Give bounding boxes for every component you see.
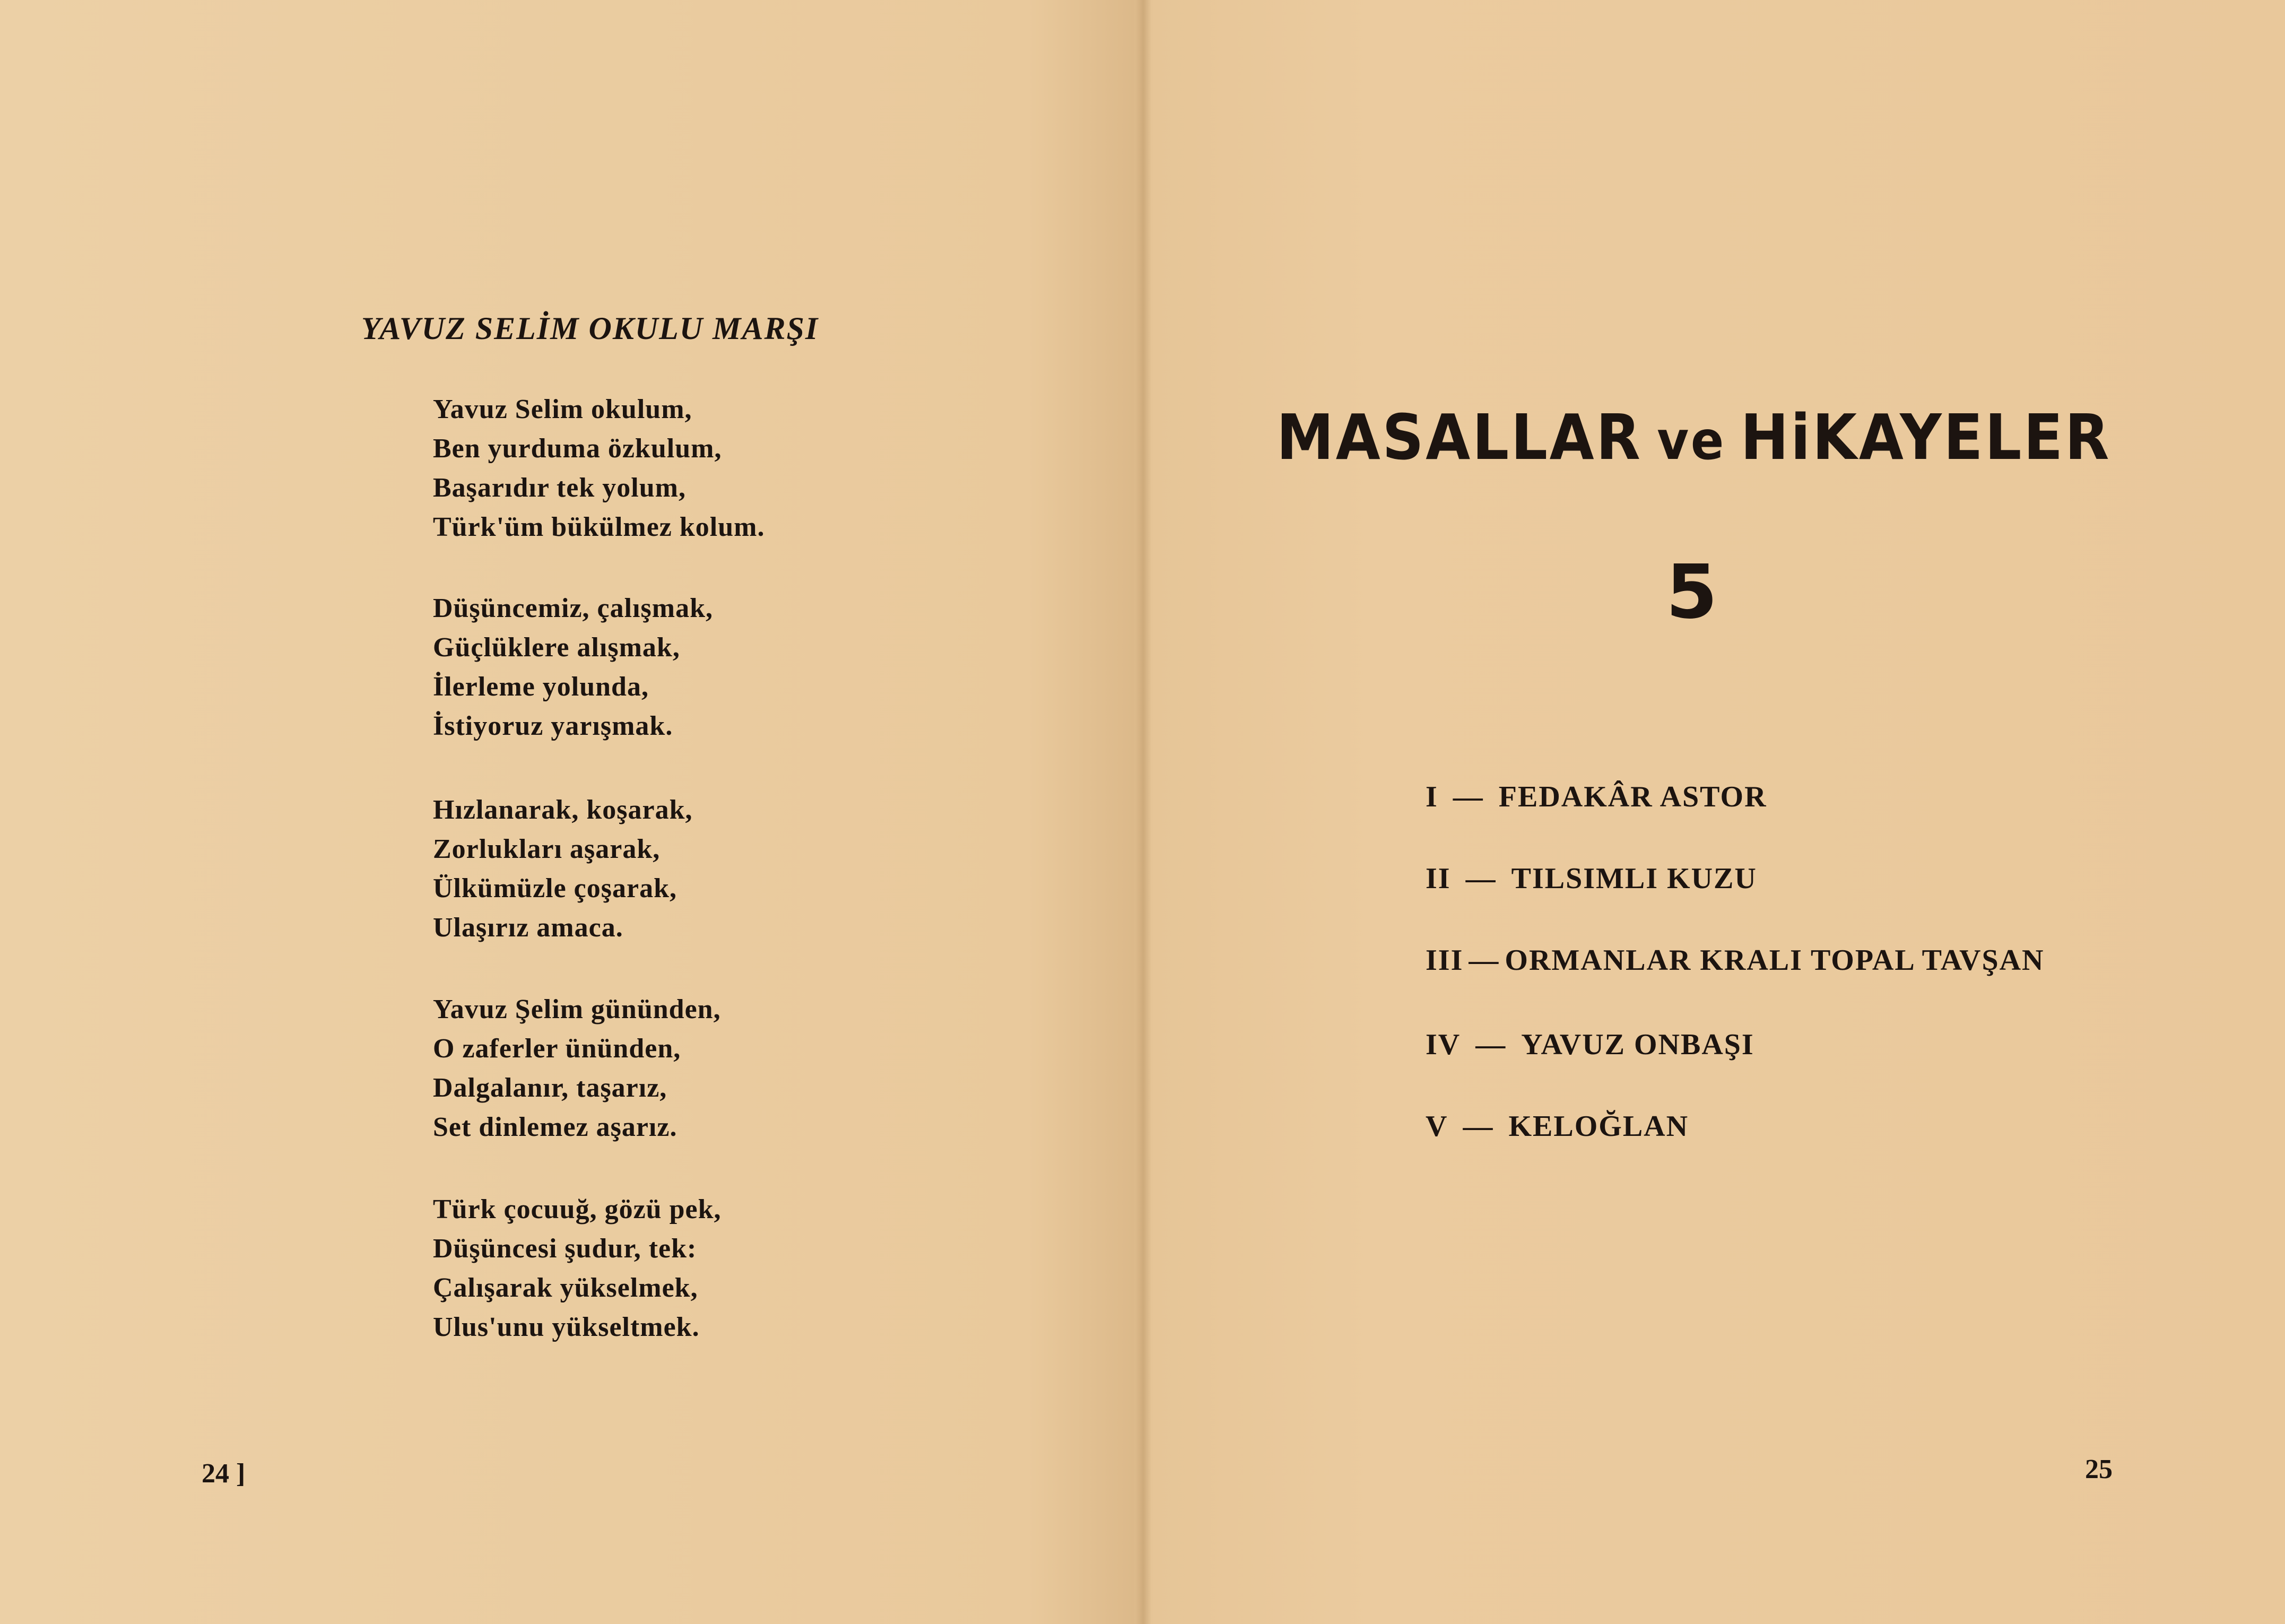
page-number: 24 ] — [202, 1458, 246, 1489]
verse-line: Çalışarak yükselmek, — [433, 1273, 698, 1303]
stanza — [433, 990, 721, 1147]
volume-number: 5 — [1666, 549, 1718, 636]
toc-entry — [1426, 862, 1757, 896]
book-title — [1276, 401, 2111, 474]
stanza — [433, 589, 713, 746]
verse-line: Zorlukları aşarak, — [433, 834, 661, 864]
book-title-conjunction: ve — [1657, 410, 1726, 472]
verse-line: Türk'üm bükülmez kolum. — [433, 512, 765, 542]
stanza — [433, 390, 765, 547]
verse-line: Ulus'unu yükseltmek. — [433, 1312, 700, 1342]
toc-dash: — — [1453, 780, 1484, 813]
page-number: 25 — [2085, 1454, 2113, 1484]
toc-dash: — — [1475, 1028, 1507, 1061]
toc-title: TILSIMLI KUZU — [1511, 862, 1757, 895]
toc-dash: — — [1463, 1110, 1494, 1143]
toc-title: YAVUZ ONBAŞI — [1521, 1028, 1754, 1061]
toc-entry — [1426, 1028, 1754, 1062]
stanza — [433, 791, 693, 948]
toc-numeral: III — [1426, 944, 1464, 977]
verse-line: Ben yurduma özkulum, — [433, 433, 722, 464]
verse-line: Set dinlemez aşarız. — [433, 1112, 677, 1142]
verse-line: Ülkümüzle çoşarak, — [433, 873, 677, 904]
verse-line: Yavuz Selim okulum, — [433, 394, 692, 424]
toc-numeral: I — [1426, 780, 1438, 813]
verse-line: Güçlüklere alışmak, — [433, 632, 680, 663]
toc-title: KELOĞLAN — [1508, 1110, 1689, 1143]
poem-title: YAVUZ SELİM OKULU MARŞI — [361, 311, 819, 346]
toc-numeral: V — [1426, 1110, 1448, 1143]
toc-entry — [1426, 780, 1767, 814]
toc-title: ORMANLAR KRALI TOPAL TAVŞAN — [1505, 944, 2045, 977]
verse-line: Hızlanarak, koşarak, — [433, 795, 693, 825]
toc-entry — [1426, 1109, 1689, 1143]
left-page — [0, 0, 1141, 1624]
verse-line: O zaferler ününden, — [433, 1034, 681, 1064]
verse-line: İstiyoruz yarışmak. — [433, 711, 673, 741]
stanza — [433, 1190, 722, 1347]
toc-numeral: II — [1426, 862, 1451, 895]
verse-line: Düşüncesi şudur, tek: — [433, 1234, 697, 1264]
verse-line: Türk çocuuğ, gözü pek, — [433, 1194, 722, 1224]
verse-line: Başarıdır tek yolum, — [433, 473, 686, 503]
toc-numeral: IV — [1426, 1028, 1461, 1061]
toc-dash: — — [1469, 944, 1500, 977]
right-page — [1141, 0, 2285, 1624]
toc-title: FEDAKÂR ASTOR — [1498, 780, 1767, 813]
verse-line: Düşüncemiz, çalışmak, — [433, 593, 713, 623]
toc-entry — [1426, 943, 2044, 977]
verse-line: Ulaşırız amaca. — [433, 913, 623, 943]
verse-line: Yavuz Şelim gününden, — [433, 994, 721, 1024]
book-title-part: MASALLAR — [1276, 401, 1643, 474]
toc-dash: — — [1465, 862, 1497, 895]
book-title-part: HiKAYELER — [1740, 401, 2112, 474]
verse-line: Dalgalanır, taşarız, — [433, 1073, 667, 1103]
verse-line: İlerleme yolunda, — [433, 672, 649, 702]
